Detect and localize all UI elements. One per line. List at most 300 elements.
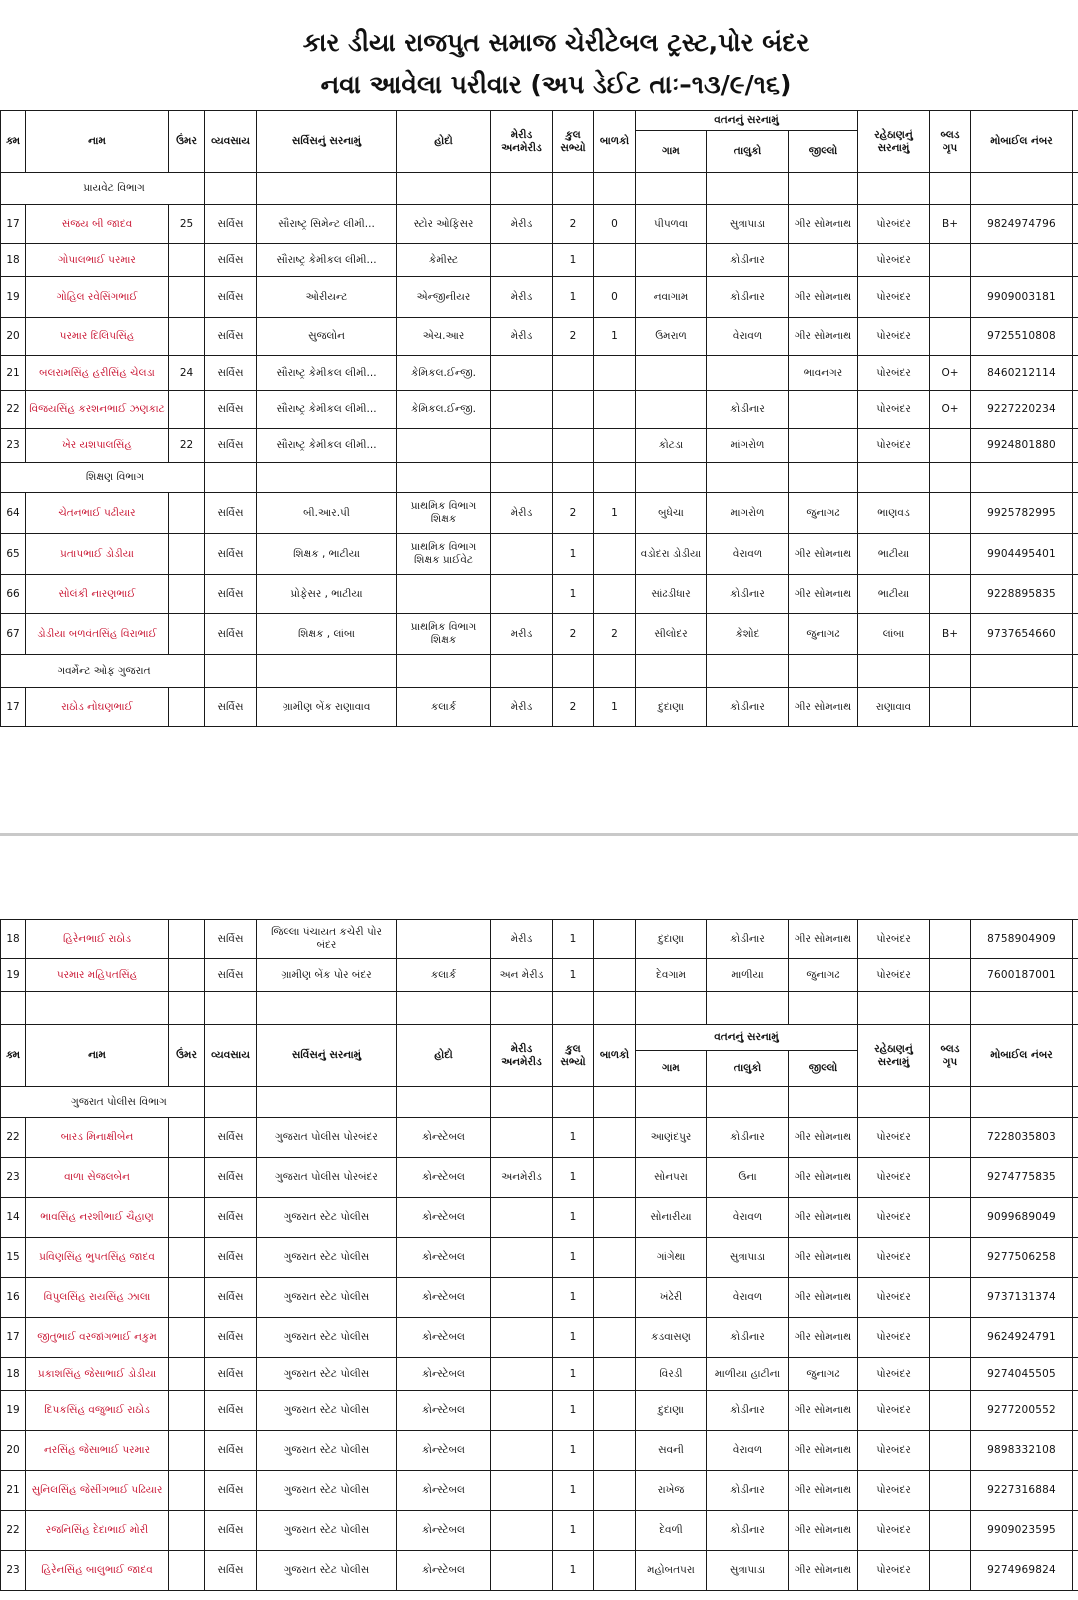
cell-total-members: 2 [553,205,594,244]
cell-marital-status [491,1391,553,1431]
cell-occupation: સર્વિસ [205,1471,257,1511]
empty-cell [553,992,594,1025]
cell-age [169,688,205,727]
cell-serial: 14 [1,1198,26,1238]
column-header-age: ઉંમર [169,1025,205,1087]
cell-children [594,1198,636,1238]
section-row [1,463,1078,493]
cell-residence: ભાણવડ [858,493,930,534]
cell-taluka: કોડીનાર [707,688,789,727]
cell-occupation: સર્વિસ [205,356,257,391]
cell-serial: 23 [1,1158,26,1198]
table-row [1,205,1078,244]
empty-cell [491,655,553,688]
cell-district: ગીર સોમનાથ [789,1431,858,1471]
cell-mobile: 9624924791 [971,1318,1073,1358]
column-header-native-address: વતનનું સરનામું [636,1025,858,1051]
cell-marital-status [491,1471,553,1511]
empty-cell [971,655,1073,688]
member-name: બલરામસિંહ હરીસિંહ ચેલડા [26,356,169,391]
cell-service-address: ગુજરાત સ્ટેટ પોલીસ [257,1511,397,1551]
cell-district: ગીર સોમનાથ [789,1158,858,1198]
cell-service-address: ગુજરાત સ્ટેટ પોલીસ [257,1198,397,1238]
empty-cell [707,463,789,493]
table-row [1,534,1078,575]
cell-blood-group [930,959,971,992]
cell-service-address: ગુજરાત સ્ટેટ પોલીસ [257,1391,397,1431]
empty-cell [553,655,594,688]
table-edge-cell [1073,1025,1078,1087]
cell-marital-status: અન મેરીડ [491,959,553,992]
cell-service-address: ગુજરાત સ્ટેટ પોલીસ [257,1471,397,1511]
cell-occupation: સર્વિસ [205,688,257,727]
cell-marital-status: મેરીડ [491,688,553,727]
table-row [1,1358,1078,1391]
cell-village: સવની [636,1431,707,1471]
column-header-district: જીલ્લો [789,131,858,173]
cell-residence: ભાટીયા [858,575,930,614]
empty-cell [636,655,707,688]
cell-service-address: ગુજરાત સ્ટેટ પોલીસ [257,1318,397,1358]
empty-cell [789,992,858,1025]
empty-cell [930,463,971,493]
cell-village: દુદાણા [636,1391,707,1431]
cell-mobile: 9909023595 [971,1511,1073,1551]
cell-mobile: 9274045505 [971,1358,1073,1391]
empty-cell [858,463,930,493]
table-edge-cell [1073,205,1078,244]
column-header-blood-group: બ્લડ ગૃપ [930,1025,971,1087]
table-edge-cell [1073,1238,1078,1278]
empty-cell [858,1087,930,1118]
member-name: સંજય બી જાદવ [26,205,169,244]
cell-district: ગીર સોમનાથ [789,688,858,727]
cell-total-members: 1 [553,1358,594,1391]
cell-district [789,391,858,429]
cell-marital-status [491,1358,553,1391]
cell-blood-group [930,318,971,356]
cell-designation: કોન્સ્ટેબલ [397,1118,491,1158]
cell-children [594,1318,636,1358]
header-row [1,111,1078,131]
table-row [1,1238,1078,1278]
column-header-total-members: કુલ સભ્યો [553,1025,594,1087]
cell-blood-group [930,1511,971,1551]
member-name: પરમાર મહિપતસિંહ [26,959,169,992]
cell-mobile: 9274969824 [971,1551,1073,1591]
cell-marital-status [491,575,553,614]
cell-designation: કોન્સ્ટેબલ [397,1511,491,1551]
table-edge-cell [1073,1471,1078,1511]
cell-total-members: 1 [553,534,594,575]
table-edge-cell [1073,1391,1078,1431]
cell-age [169,614,205,655]
cell-serial: 17 [1,688,26,727]
member-name: ભાવસિંહ નરશીભાઈ ચૈહાણ [26,1198,169,1238]
table-edge-cell [1073,1358,1078,1391]
empty-cell [636,1087,707,1118]
cell-taluka: કોડીનાર [707,1511,789,1551]
empty-cell [789,655,858,688]
cell-taluka: માંગરોળ [707,429,789,463]
empty-cell [930,992,971,1025]
member-name: ખેર યશપાલસિંહ [26,429,169,463]
cell-taluka: કોડીનાર [707,277,789,318]
cell-children [594,1278,636,1318]
column-header-name: નામ [26,111,169,173]
column-header-taluka: તાલુકો [707,131,789,173]
cell-children [594,1238,636,1278]
cell-total-members: 1 [553,1238,594,1278]
cell-children: 2 [594,614,636,655]
cell-occupation: સર્વિસ [205,244,257,277]
cell-total-members: 1 [553,1391,594,1431]
table-row [1,1431,1078,1471]
table-edge-cell [1073,244,1078,277]
cell-occupation: સર્વિસ [205,429,257,463]
cell-mobile: 9228895835 [971,575,1073,614]
cell-marital-status [491,1198,553,1238]
member-name: વાળા સેજલબેન [26,1158,169,1198]
cell-district: જુનાગઢ [789,614,858,655]
cell-residence: પોરબંદર [858,1358,930,1391]
member-name: બારડ મિનાક્ષીબેન [26,1118,169,1158]
cell-residence: પોરબંદર [858,1431,930,1471]
cell-children [594,1118,636,1158]
table-row [1,688,1078,727]
table-edge-cell [1073,534,1078,575]
cell-serial: 17 [1,1318,26,1358]
cell-village: રાખેજ [636,1471,707,1511]
cell-marital-status [491,1238,553,1278]
cell-total-members: 1 [553,1551,594,1591]
cell-serial: 21 [1,1471,26,1511]
cell-age [169,1318,205,1358]
column-header-age: ઉંમર [169,111,205,173]
table-row [1,614,1078,655]
cell-serial: 19 [1,959,26,992]
cell-mobile: 7600187001 [971,959,1073,992]
cell-occupation: સર્વિસ [205,1551,257,1591]
column-header-occupation: વ્યવસાય [205,1025,257,1087]
member-name: પરમાર દિલિપસિંહ [26,318,169,356]
column-header-serial: ક્મ [1,1025,26,1087]
header-row [1,1025,1078,1051]
empty-cell [491,173,553,205]
cell-children [594,1431,636,1471]
cell-designation: કોન્સ્ટેબલ [397,1158,491,1198]
cell-marital-status [491,244,553,277]
cell-taluka: વેરાવળ [707,1431,789,1471]
cell-serial: 19 [1,1391,26,1431]
cell-age [169,493,205,534]
table-edge-cell [1073,655,1078,688]
table-row [1,391,1078,429]
cell-district: ગીર સોમનાથ [789,318,858,356]
cell-service-address: સુજલોન [257,318,397,356]
cell-service-address: શિક્ષક , ભાટીયા [257,534,397,575]
cell-marital-status: મરીડ [491,614,553,655]
cell-designation: પ્રાથમિક વિભાગ શિક્ષક [397,614,491,655]
table-edge-cell [1073,575,1078,614]
cell-serial: 18 [1,1358,26,1391]
table-edge-cell [1073,1551,1078,1591]
cell-age [169,1238,205,1278]
cell-blood-group [930,920,971,959]
cell-total-members [553,429,594,463]
cell-mobile: 9898332108 [971,1431,1073,1471]
table-edge-cell [1073,614,1078,655]
cell-village: બુધેચા [636,493,707,534]
table-row [1,1118,1078,1158]
cell-village: ખંઢેરી [636,1278,707,1318]
cell-residence: પોરબંદર [858,391,930,429]
cell-occupation: સર્વિસ [205,575,257,614]
cell-mobile: 9277506258 [971,1238,1073,1278]
cell-mobile: 8460212114 [971,356,1073,391]
cell-children [594,1551,636,1591]
cell-residence: પોરબંદર [858,429,930,463]
cell-age [169,534,205,575]
cell-residence: ભાટીયા [858,534,930,575]
cell-mobile: 9737131374 [971,1278,1073,1318]
table-header [1,1025,1078,1087]
empty-cell [636,173,707,205]
cell-total-members: 1 [553,1318,594,1358]
members-table-page2 [0,919,1078,1591]
cell-designation: કલાર્ક [397,959,491,992]
cell-village: દુદાણા [636,920,707,959]
cell-village: વડોદરા ડોડીયા [636,534,707,575]
table-edge-cell [1073,173,1078,205]
cell-age [169,920,205,959]
cell-blood-group [930,1238,971,1278]
cell-village: આણંદપુર [636,1118,707,1158]
cell-taluka: કોડીનાર [707,244,789,277]
table-edge-cell [1073,277,1078,318]
cell-designation: પ્રાથમિક વિભાગ શિક્ષક [397,493,491,534]
empty-cell [553,173,594,205]
cell-mobile: 9274775835 [971,1158,1073,1198]
member-name: પ્રકાશસિંહ જેસાભાઈ ડોડીયા [26,1358,169,1391]
member-name: રાઠોડ નોઘણભાઈ [26,688,169,727]
column-header-native-address: વતનનું સરનામું [636,111,858,131]
cell-residence: પોરબંદર [858,1198,930,1238]
table-header [1,111,1078,173]
cell-total-members: 1 [553,277,594,318]
cell-mobile: 9725510808 [971,318,1073,356]
member-name: જીતુભાઈ વરજાંગભાઈ નકુમ [26,1318,169,1358]
cell-service-address: ગુજરાત પોલીસ પોરબંદર [257,1118,397,1158]
cell-marital-status: મેરીડ [491,493,553,534]
cell-children [594,1158,636,1198]
cell-residence: પોરબંદર [858,1318,930,1358]
cell-total-members: 1 [553,920,594,959]
empty-cell [971,463,1073,493]
cell-age: 25 [169,205,205,244]
table-edge-cell [1073,463,1078,493]
cell-occupation: સર્વિસ [205,1198,257,1238]
member-name: ચેતનભાઈ પઢીયાર [26,493,169,534]
empty-cell [858,173,930,205]
cell-total-members: 1 [553,1278,594,1318]
cell-designation: એન્જીનીયર [397,277,491,318]
cell-residence: પોરબંદર [858,1158,930,1198]
cell-district: ગીર સોમનાથ [789,205,858,244]
empty-cell [397,992,491,1025]
cell-taluka: વેરાવળ [707,534,789,575]
cell-designation: કોન્સ્ટેબલ [397,1238,491,1278]
cell-serial: 18 [1,244,26,277]
cell-marital-status [491,1431,553,1471]
cell-designation: કોન્સ્ટેબલ [397,1431,491,1471]
cell-residence: પોરબંદર [858,1278,930,1318]
cell-designation: કેમિકલ.ઈન્જી. [397,391,491,429]
cell-district: જુનાગઢ [789,493,858,534]
member-name: હિરેનસિંહ બાલુભાઈ જાદવ [26,1551,169,1591]
cell-children [594,244,636,277]
cell-children [594,429,636,463]
empty-cell [553,1087,594,1118]
table-row [1,1511,1078,1551]
cell-blood-group [930,1158,971,1198]
cell-designation: કલાર્ક [397,688,491,727]
column-header-total-members: કુલ સભ્યો [553,111,594,173]
cell-blood-group [930,429,971,463]
cell-mobile [971,244,1073,277]
cell-service-address: સૌરાષ્ટ્ર કેમીકલ લીમી... [257,244,397,277]
cell-residence: પોરબંદર [858,244,930,277]
cell-service-address: ગુજરાત પોલીસ પોરબંદર [257,1158,397,1198]
cell-village: વિરડી [636,1358,707,1391]
cell-designation: કેમીસ્ટ [397,244,491,277]
table-row [1,318,1078,356]
table-row [1,1158,1078,1198]
section-title: ગુજરાત પોલીસ વિભાગ [1,1087,205,1118]
table-edge-cell [1073,688,1078,727]
cell-village: દુદાણા [636,688,707,727]
cell-children: 1 [594,688,636,727]
cell-total-members: 1 [553,1511,594,1551]
cell-service-address: ગુજરાત સ્ટેટ પોલીસ [257,1431,397,1471]
cell-taluka: માગરોળ [707,493,789,534]
cell-occupation: સર્વિસ [205,318,257,356]
cell-marital-status: મેરીડ [491,205,553,244]
cell-total-members: 1 [553,244,594,277]
empty-cell [26,992,169,1025]
cell-marital-status: મેરીડ [491,920,553,959]
cell-residence: પોરબંદર [858,318,930,356]
cell-district [789,429,858,463]
table-edge-cell [1073,493,1078,534]
cell-residence: પોરબંદર [858,1118,930,1158]
cell-blood-group: O+ [930,356,971,391]
column-header-designation: હોદો [397,111,491,173]
cell-serial: 23 [1,429,26,463]
cell-occupation: સર્વિસ [205,1511,257,1551]
cell-residence: પોરબંદર [858,1391,930,1431]
cell-taluka: માળીયા હાટીના [707,1358,789,1391]
member-name: હિરેનભાઈ રાઠોડ [26,920,169,959]
cell-mobile: 7228035803 [971,1118,1073,1158]
table-row [1,1551,1078,1591]
cell-designation: કોન્સ્ટેબલ [397,1318,491,1358]
empty-cell [205,463,257,493]
cell-serial: 21 [1,356,26,391]
empty-cell [971,1087,1073,1118]
table-row [1,493,1078,534]
column-header-occupation: વ્યવસાય [205,111,257,173]
cell-serial: 20 [1,318,26,356]
column-header-serial: ક્મ [1,111,26,173]
cell-children [594,1391,636,1431]
table-edge-cell [1073,1431,1078,1471]
cell-total-members: 1 [553,575,594,614]
cell-blood-group [930,1278,971,1318]
empty-cell [257,1087,397,1118]
cell-children [594,575,636,614]
cell-marital-status [491,429,553,463]
cell-mobile [971,688,1073,727]
table-row [1,920,1078,959]
empty-cell [257,173,397,205]
cell-blood-group [930,1431,971,1471]
cell-taluka: વેરાવળ [707,1278,789,1318]
table-row [1,1278,1078,1318]
cell-taluka: કોડીનાર [707,1391,789,1431]
column-header-mobile: મોબાઈલ નંબર [971,1025,1073,1087]
cell-village [636,244,707,277]
column-header-residence: રહેઠાણનું સરનામું [858,111,930,173]
table-row [1,1471,1078,1511]
cell-service-address: સૌરાષ્ટ્ર સિમેન્ટ લીમી... [257,205,397,244]
cell-taluka: કોડીનાર [707,920,789,959]
empty-cell [707,1087,789,1118]
column-header-village: ગામ [636,1051,707,1087]
cell-village: સાંઢડીધાર [636,575,707,614]
cell-designation: કોન્સ્ટેબલ [397,1198,491,1238]
table-row [1,429,1078,463]
cell-serial: 66 [1,575,26,614]
empty-cell [707,655,789,688]
cell-taluka: વેરાવળ [707,1198,789,1238]
cell-occupation: સર્વિસ [205,1318,257,1358]
cell-marital-status [491,1318,553,1358]
column-header-service-address: સર્વિસનું સરનામું [257,111,397,173]
cell-residence: પોરબંદર [858,959,930,992]
cell-total-members: 2 [553,493,594,534]
cell-service-address: સૌરાષ્ટ્ર કેમીકલ લીમી... [257,391,397,429]
cell-service-address: ગુજરાત સ્ટેટ પોલીસ [257,1238,397,1278]
cell-children [594,959,636,992]
cell-blood-group [930,1391,971,1431]
cell-occupation: સર્વિસ [205,534,257,575]
table-edge-cell [1073,992,1078,1025]
empty-cell [858,655,930,688]
empty-cell [930,1087,971,1118]
cell-taluka: સુત્રાપાડા [707,1238,789,1278]
cell-blood-group [930,1551,971,1591]
cell-children: 1 [594,493,636,534]
cell-district: ગીર સોમનાથ [789,1318,858,1358]
cell-total-members [553,391,594,429]
table-row [1,1318,1078,1358]
cell-mobile: 9904495401 [971,534,1073,575]
table-body [1,1087,1078,1591]
empty-cell [205,655,257,688]
cell-blood-group [930,575,971,614]
empty-cell [491,463,553,493]
